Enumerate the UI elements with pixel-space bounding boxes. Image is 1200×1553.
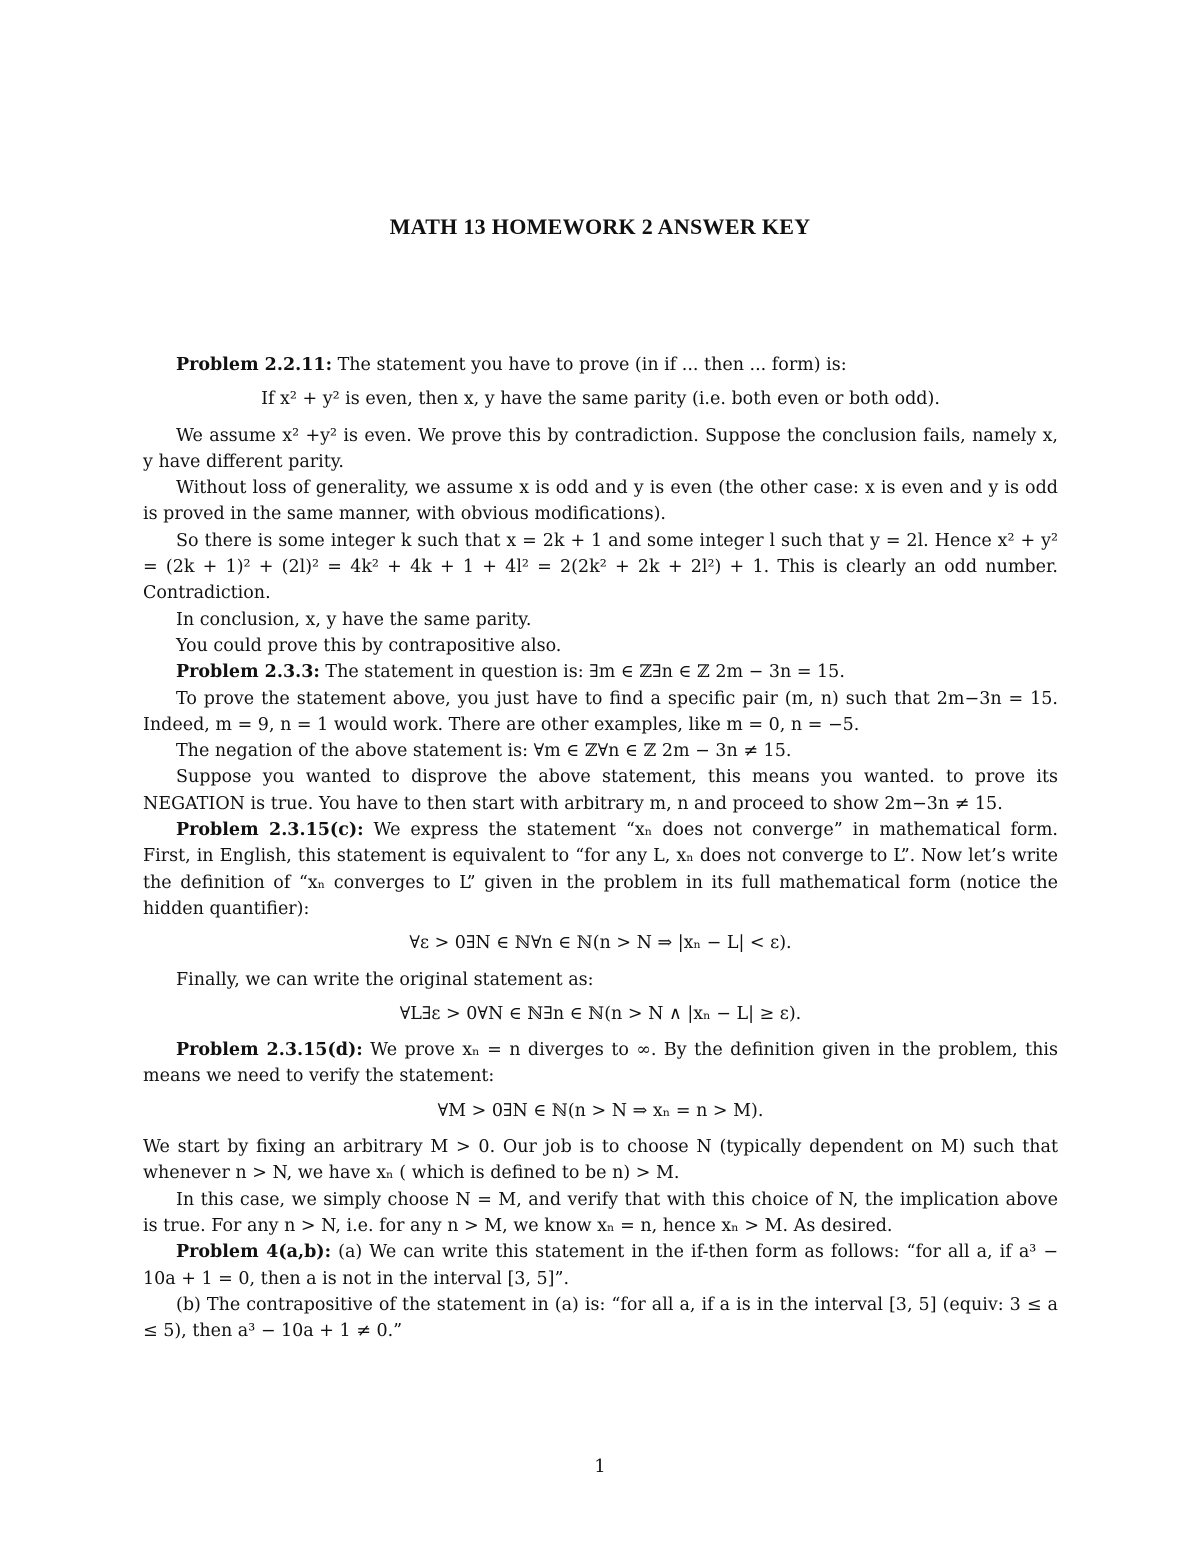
display-statement: If x² + y² is even, then x, y have the same parity (i.e. both even or both odd). <box>261 389 940 410</box>
problem-paragraph <box>143 659 1058 685</box>
problem-heading: Problem 2.2.11: <box>176 355 333 375</box>
body-paragraph <box>143 1134 1058 1187</box>
document-body <box>143 352 1058 1344</box>
problem-heading: Problem 2.3.15(d): <box>176 1040 363 1061</box>
paragraph-text: In this case, we simply choose N = M, and verify that with this choice of N, the implication above is true. For any n > N, i.e. for any n > M, we know xₙ = n, hence xₙ > M. As desired. <box>143 1189 1058 1236</box>
body-paragraph <box>143 967 1058 993</box>
paragraph-text: We prove xₙ = n diverges to ∞. By the definition given in the problem, this means we need to verify the statement: <box>143 1040 1058 1087</box>
problem-paragraph <box>143 1239 1058 1292</box>
display-statement: ∀L∃ε > 0∀N ∈ ℕ∃n ∈ ℕ(n > N ∧ |xₙ − L| ≥ ε). <box>399 1003 802 1024</box>
body-paragraph <box>143 764 1058 817</box>
body-paragraph <box>143 1187 1058 1240</box>
problem-heading: Problem 2.3.15(c): <box>176 820 364 841</box>
paragraph-text: (a) We can write this statement in the if-then form as follows: “for all a, if a³ − 10a + 1 = 0, then a is not in the interval [3, 5]”. <box>143 1242 1059 1289</box>
paragraph-text: To prove the statement above, you just have to find a specific pair (m, n) such that 2m−3n = 15. Indeed, m = 9, n = 1 would work. There are other examples, like m = 0, n = −5. <box>143 688 1058 735</box>
paragraph-text: Without loss of generality, we assume x is odd and y is even (the other case: x is even and y is odd is proved in the same manner, with obvious modifications). <box>143 478 1058 525</box>
display-statement: ∀ε > 0∃N ∈ ℕ∀n ∈ ℕ(n > N ⇒ |xₙ − L| < ε). <box>409 933 792 954</box>
paragraph-text: We express the statement “xₙ does not converge” in mathematical form. First, in English, this statement is equivalent to “for any L, xₙ does not converge to L”. Now let’s write the definition of “xₙ converges to L” given in the problem in its full mathematical form (notice the hidden quantifier): <box>143 820 1058 919</box>
body-paragraph <box>143 423 1058 476</box>
page-number: 1 <box>594 1456 606 1477</box>
body-paragraph <box>143 475 1058 528</box>
paragraph-text: In conclusion, x, y have the same parity. <box>176 609 532 630</box>
paragraph-text: The statement you have to prove (in if ... then ... form) is: <box>332 355 847 375</box>
problem-heading: Problem 4(a,b): <box>176 1242 332 1263</box>
page-title: MATH 13 HOMEWORK 2 ANSWER KEY <box>389 214 811 239</box>
body-paragraph <box>143 633 1058 659</box>
body-paragraph <box>143 528 1058 607</box>
paragraph-text: We start by fixing an arbitrary M > 0. Our job is to choose N (typically dependent on M) such that whenever n > N, we have xₙ ( which is defined to be n) > M. <box>143 1137 1058 1184</box>
body-paragraph <box>143 686 1058 739</box>
paragraph-text: (b) The contrapositive of the statement in (a) is: “for all a, if a is in the interval [3, 5] (equiv: 3 ≤ a ≤ 5), then a³ − 10a + 1 ≠ 0.” <box>143 1294 1058 1342</box>
display-statement: ∀M > 0∃N ∈ ℕ(n > N ⇒ xₙ = n > M). <box>437 1100 764 1121</box>
paragraph-text: Suppose you wanted to disprove the above statement, this means you wanted. to prove its NEGATION is true. You have to then start with arbitrary m, n and proceed to show 2m−3n ≠ 15. <box>143 767 1058 814</box>
paragraph-text: Finally, we can write the original statement as: <box>176 969 594 990</box>
problem-paragraph <box>143 352 1058 378</box>
problem-paragraph <box>143 1037 1058 1090</box>
body-paragraph <box>143 607 1058 633</box>
paragraph-text: The negation of the above statement is: ∀m ∈ ℤ∀n ∈ ℤ 2m − 3n ≠ 15. <box>176 741 792 762</box>
paragraph-text: So there is some integer k such that x = 2k + 1 and some integer l such that y = 2l. Hence x² + y² = (2k + 1)² + (2l)² = 4k² + 4k + 1 + 4l² = 2(2k² + 2k + 2l²) + 1. This is clearly an odd number. Contradiction. <box>143 530 1058 604</box>
paragraph-text: You could prove this by contrapositive also. <box>176 635 562 656</box>
paragraph-text: We assume x² +y² is even. We prove this by contradiction. Suppose the conclusion fails, namely x, y have different parity. <box>143 425 1058 472</box>
paragraph-text: The statement in question is: ∃m ∈ ℤ∃n ∈ ℤ 2m − 3n = 15. <box>319 662 845 683</box>
problem-paragraph <box>143 817 1058 922</box>
body-paragraph <box>143 1292 1058 1345</box>
problem-heading: Problem 2.3.3: <box>176 662 320 683</box>
body-paragraph <box>143 738 1058 764</box>
